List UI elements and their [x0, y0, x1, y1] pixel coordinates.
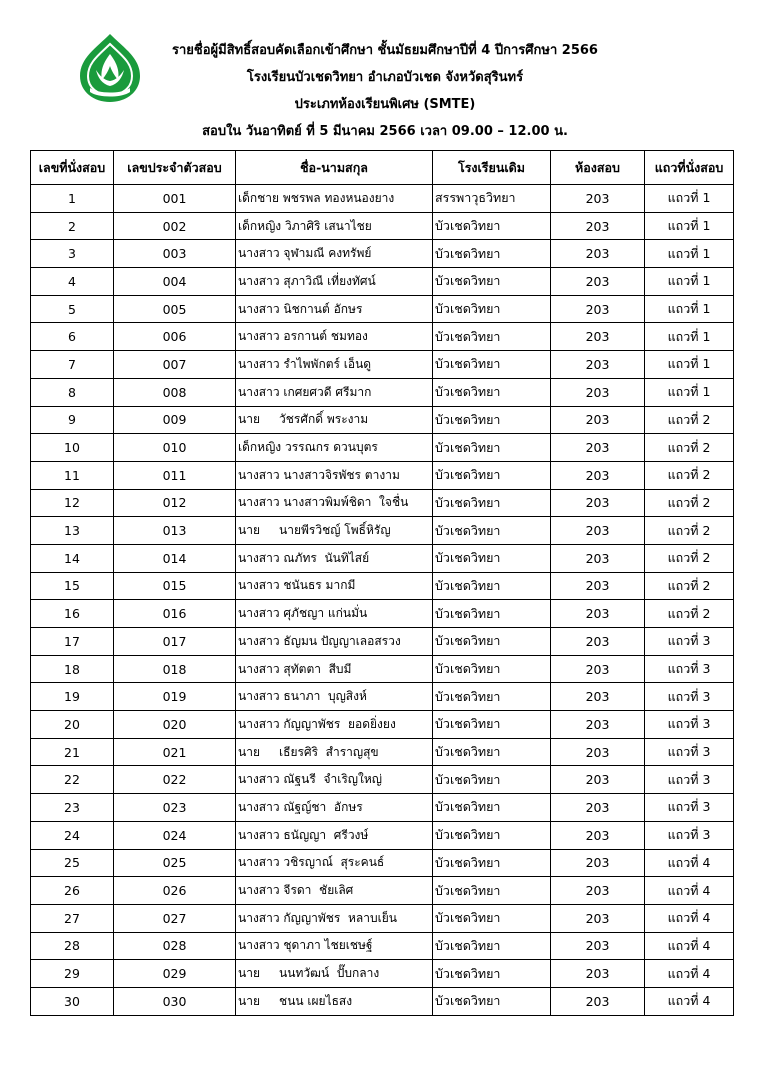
exam-id-cell: 018 — [114, 655, 236, 683]
full-name-cell: นางสาว ณภัทร นันทิไสย์ — [236, 544, 433, 572]
seat-no-cell: 28 — [31, 932, 114, 960]
seat-no-cell: 5 — [31, 295, 114, 323]
exam-id-cell: 017 — [114, 628, 236, 656]
table-row — [31, 904, 734, 932]
exam-room-cell: 203 — [551, 489, 645, 517]
exam-room-cell: 203 — [551, 544, 645, 572]
column-header-seat-no: เลขที่นั่งสอบ — [31, 151, 114, 185]
seat-row-cell: แถวที่ 4 — [645, 960, 734, 988]
full-name-cell: เด็กหญิง วิภาศิริ เสนาไชย — [236, 212, 433, 240]
previous-school-cell: สรรพาวุธวิทยา — [433, 185, 551, 213]
full-name-cell: นางสาว เกศยศวดี ศรีมาก — [236, 378, 433, 406]
seat-no-cell: 12 — [31, 489, 114, 517]
exam-id-cell: 015 — [114, 572, 236, 600]
seat-row-cell: แถวที่ 4 — [645, 987, 734, 1015]
seat-no-cell: 6 — [31, 323, 114, 351]
column-header-full-name: ชื่อ-นามสกุล — [236, 151, 433, 185]
table-row — [31, 766, 734, 794]
header-school: โรงเรียนบัวเชดวิทยา อำเภอบัวเชด จังหวัดสุรินทร์ — [246, 70, 524, 85]
seat-row-cell: แถวที่ 1 — [645, 268, 734, 296]
exam-room-cell: 203 — [551, 794, 645, 822]
previous-school-cell: บัวเชดวิทยา — [433, 849, 551, 877]
seat-no-cell: 17 — [31, 628, 114, 656]
exam-id-cell: 028 — [114, 932, 236, 960]
exam-room-cell: 203 — [551, 572, 645, 600]
full-name-cell: นาย นนทวัฒน์ ปั๊บกลาง — [236, 960, 433, 988]
full-name-cell: นางสาว ธนัญญา ศรีวงษ์ — [236, 821, 433, 849]
table-row — [31, 268, 734, 296]
document-header — [150, 37, 620, 145]
previous-school-cell: บัวเชดวิทยา — [433, 821, 551, 849]
previous-school-cell: บัวเชดวิทยา — [433, 406, 551, 434]
previous-school-cell: บัวเชดวิทยา — [433, 738, 551, 766]
table-row — [31, 517, 734, 545]
exam-id-cell: 029 — [114, 960, 236, 988]
column-header-exam-room: ห้องสอบ — [551, 151, 645, 185]
exam-room-cell: 203 — [551, 323, 645, 351]
exam-id-cell: 019 — [114, 683, 236, 711]
exam-room-cell: 203 — [551, 766, 645, 794]
seat-row-cell: แถวที่ 2 — [645, 434, 734, 462]
seat-no-cell: 18 — [31, 655, 114, 683]
exam-id-cell: 014 — [114, 544, 236, 572]
previous-school-cell: บัวเชดวิทยา — [433, 932, 551, 960]
seat-row-cell: แถวที่ 1 — [645, 240, 734, 268]
exam-id-cell: 012 — [114, 489, 236, 517]
table-row — [31, 987, 734, 1015]
exam-room-cell: 203 — [551, 517, 645, 545]
exam-room-cell: 203 — [551, 351, 645, 379]
full-name-cell: นางสาว ณัฐญ์ชา อักษร — [236, 794, 433, 822]
exam-id-cell: 004 — [114, 268, 236, 296]
table-row — [31, 544, 734, 572]
full-name-cell: นางสาว ธัญมน ปัญญาเลอสรวง — [236, 628, 433, 656]
seat-row-cell: แถวที่ 1 — [645, 295, 734, 323]
table-row — [31, 240, 734, 268]
exam-id-cell: 010 — [114, 434, 236, 462]
header-title: รายชื่อผู้มีสิทธิ์สอบคัดเลือกเข้าศึกษา ชั้นมัธยมศึกษาปีที่ 4 ปีการศึกษา 2566 — [172, 43, 598, 58]
exam-room-cell: 203 — [551, 434, 645, 462]
seat-row-cell: แถวที่ 3 — [645, 683, 734, 711]
exam-id-cell: 007 — [114, 351, 236, 379]
seat-no-cell: 27 — [31, 904, 114, 932]
seat-row-cell: แถวที่ 2 — [645, 461, 734, 489]
table-row — [31, 572, 734, 600]
previous-school-cell: บัวเชดวิทยา — [433, 544, 551, 572]
full-name-cell: นางสาว นางสาวพิมพ์ชิดา ใจชื่น — [236, 489, 433, 517]
column-header-exam-id: เลขประจำตัวสอบ — [114, 151, 236, 185]
exam-room-cell: 203 — [551, 295, 645, 323]
seat-row-cell: แถวที่ 4 — [645, 932, 734, 960]
table-header-row — [31, 151, 734, 185]
seat-row-cell: แถวที่ 1 — [645, 212, 734, 240]
previous-school-cell: บัวเชดวิทยา — [433, 960, 551, 988]
table-row — [31, 323, 734, 351]
table-row — [31, 351, 734, 379]
exam-id-cell: 026 — [114, 877, 236, 905]
previous-school-cell: บัวเชดวิทยา — [433, 323, 551, 351]
previous-school-cell: บัวเชดวิทยา — [433, 600, 551, 628]
previous-school-cell: บัวเชดวิทยา — [433, 378, 551, 406]
seat-no-cell: 10 — [31, 434, 114, 462]
full-name-cell: นาย เธียรศิริ สำราญสุข — [236, 738, 433, 766]
seat-row-cell: แถวที่ 2 — [645, 406, 734, 434]
seat-row-cell: แถวที่ 1 — [645, 185, 734, 213]
seat-row-cell: แถวที่ 2 — [645, 517, 734, 545]
exam-id-cell: 006 — [114, 323, 236, 351]
table-row — [31, 655, 734, 683]
previous-school-cell: บัวเชดวิทยา — [433, 268, 551, 296]
previous-school-cell: บัวเชดวิทยา — [433, 766, 551, 794]
exam-id-cell: 023 — [114, 794, 236, 822]
previous-school-cell: บัวเชดวิทยา — [433, 489, 551, 517]
previous-school-cell: บัวเชดวิทยา — [433, 711, 551, 739]
previous-school-cell: บัวเชดวิทยา — [433, 351, 551, 379]
table-row — [31, 461, 734, 489]
table-row — [31, 295, 734, 323]
exam-room-cell: 203 — [551, 378, 645, 406]
exam-room-cell: 203 — [551, 849, 645, 877]
previous-school-cell: บัวเชดวิทยา — [433, 295, 551, 323]
seat-no-cell: 19 — [31, 683, 114, 711]
table-row — [31, 794, 734, 822]
table-row — [31, 960, 734, 988]
seat-row-cell: แถวที่ 2 — [645, 489, 734, 517]
seat-row-cell: แถวที่ 3 — [645, 628, 734, 656]
full-name-cell: นาย วัชรศักดิ์ พระงาม — [236, 406, 433, 434]
seat-no-cell: 14 — [31, 544, 114, 572]
seat-row-cell: แถวที่ 3 — [645, 738, 734, 766]
exam-room-cell: 203 — [551, 185, 645, 213]
full-name-cell: นางสาว จุฬามณี คงทรัพย์ — [236, 240, 433, 268]
full-name-cell: นางสาว นางสาวจิรพัชร ตางาม — [236, 461, 433, 489]
seat-row-cell: แถวที่ 3 — [645, 821, 734, 849]
seat-no-cell: 9 — [31, 406, 114, 434]
seat-no-cell: 1 — [31, 185, 114, 213]
exam-room-cell: 203 — [551, 877, 645, 905]
exam-room-cell: 203 — [551, 600, 645, 628]
table-row — [31, 600, 734, 628]
table-row — [31, 489, 734, 517]
table-row — [31, 406, 734, 434]
exam-id-cell: 009 — [114, 406, 236, 434]
seat-no-cell: 8 — [31, 378, 114, 406]
seat-no-cell: 23 — [31, 794, 114, 822]
header-program: ประเภทห้องเรียนพิเศษ (SMTE) — [294, 97, 476, 112]
seat-row-cell: แถวที่ 3 — [645, 794, 734, 822]
exam-room-cell: 203 — [551, 268, 645, 296]
seat-row-cell: แถวที่ 1 — [645, 378, 734, 406]
full-name-cell: เด็กชาย พชรพล ทองหนองยาง — [236, 185, 433, 213]
previous-school-cell: บัวเชดวิทยา — [433, 517, 551, 545]
seat-row-cell: แถวที่ 2 — [645, 544, 734, 572]
previous-school-cell: บัวเชดวิทยา — [433, 572, 551, 600]
exam-room-cell: 203 — [551, 932, 645, 960]
seat-no-cell: 3 — [31, 240, 114, 268]
exam-room-cell: 203 — [551, 904, 645, 932]
table-row — [31, 683, 734, 711]
exam-room-cell: 203 — [551, 683, 645, 711]
exam-room-cell: 203 — [551, 628, 645, 656]
exam-room-cell: 203 — [551, 711, 645, 739]
full-name-cell: นาย ชนน เผยไธสง — [236, 987, 433, 1015]
previous-school-cell: บัวเชดวิทยา — [433, 987, 551, 1015]
seat-no-cell: 15 — [31, 572, 114, 600]
table-row — [31, 877, 734, 905]
exam-id-cell: 016 — [114, 600, 236, 628]
exam-room-cell: 203 — [551, 987, 645, 1015]
seat-no-cell: 25 — [31, 849, 114, 877]
column-header-seat-row: แถวที่นั่งสอบ — [645, 151, 734, 185]
full-name-cell: นาย นายพีรวิชญ์ โพธิ์หิรัญ — [236, 517, 433, 545]
full-name-cell: นางสาว ธนาภา บุญสิงห์ — [236, 683, 433, 711]
seat-row-cell: แถวที่ 4 — [645, 877, 734, 905]
full-name-cell: นางสาว ศุภัชญา แก่นมั่น — [236, 600, 433, 628]
seat-no-cell: 4 — [31, 268, 114, 296]
exam-room-cell: 203 — [551, 738, 645, 766]
exam-id-cell: 027 — [114, 904, 236, 932]
seat-no-cell: 16 — [31, 600, 114, 628]
exam-id-cell: 013 — [114, 517, 236, 545]
exam-room-cell: 203 — [551, 821, 645, 849]
seat-row-cell: แถวที่ 2 — [645, 600, 734, 628]
exam-id-cell: 025 — [114, 849, 236, 877]
full-name-cell: นางสาว นิชกานต์ อักษร — [236, 295, 433, 323]
seat-row-cell: แถวที่ 3 — [645, 655, 734, 683]
exam-id-cell: 024 — [114, 821, 236, 849]
seat-row-cell: แถวที่ 4 — [645, 904, 734, 932]
seat-row-cell: แถวที่ 4 — [645, 849, 734, 877]
seat-row-cell: แถวที่ 1 — [645, 351, 734, 379]
exam-id-cell: 021 — [114, 738, 236, 766]
full-name-cell: นางสาว ชนันธร มากมี — [236, 572, 433, 600]
table-body — [31, 185, 734, 1016]
exam-id-cell: 003 — [114, 240, 236, 268]
seat-row-cell: แถวที่ 2 — [645, 572, 734, 600]
previous-school-cell: บัวเชดวิทยา — [433, 434, 551, 462]
full-name-cell: นางสาว สุทัตตา สีบมี — [236, 655, 433, 683]
table-row — [31, 378, 734, 406]
seat-no-cell: 29 — [31, 960, 114, 988]
exam-id-cell: 030 — [114, 987, 236, 1015]
table-row — [31, 628, 734, 656]
seat-no-cell: 26 — [31, 877, 114, 905]
seat-no-cell: 11 — [31, 461, 114, 489]
exam-room-cell: 203 — [551, 212, 645, 240]
seat-row-cell: แถวที่ 3 — [645, 766, 734, 794]
full-name-cell: นางสาว ชุดาภา ไชยเชษฐ์ — [236, 932, 433, 960]
seat-no-cell: 24 — [31, 821, 114, 849]
exam-id-cell: 005 — [114, 295, 236, 323]
exam-room-cell: 203 — [551, 461, 645, 489]
header-exam-date: สอบใน วันอาทิตย์ ที่ 5 มีนาคม 2566 เวลา 09.00 – 12.00 น. — [202, 124, 568, 139]
previous-school-cell: บัวเชดวิทยา — [433, 461, 551, 489]
seat-row-cell: แถวที่ 3 — [645, 711, 734, 739]
exam-id-cell: 022 — [114, 766, 236, 794]
full-name-cell: นางสาว จีรดา ชัยเลิศ — [236, 877, 433, 905]
full-name-cell: นางสาว อรกานต์ ชมทอง — [236, 323, 433, 351]
exam-id-cell: 011 — [114, 461, 236, 489]
seat-no-cell: 2 — [31, 212, 114, 240]
full-name-cell: เด็กหญิง วรรณกร ดวนบุตร — [236, 434, 433, 462]
exam-room-cell: 203 — [551, 655, 645, 683]
table-row — [31, 185, 734, 213]
full-name-cell: นางสาว สุภาวิณี เที่ยงทัศน์ — [236, 268, 433, 296]
table-row — [31, 932, 734, 960]
exam-room-cell: 203 — [551, 960, 645, 988]
table-row — [31, 738, 734, 766]
column-header-previous-school: โรงเรียนเดิม — [433, 151, 551, 185]
previous-school-cell: บัวเชดวิทยา — [433, 877, 551, 905]
seat-no-cell: 22 — [31, 766, 114, 794]
exam-room-cell: 203 — [551, 406, 645, 434]
full-name-cell: นางสาว กัญญาพัชร หลาบเย็น — [236, 904, 433, 932]
previous-school-cell: บัวเชดวิทยา — [433, 628, 551, 656]
table-row — [31, 212, 734, 240]
exam-id-cell: 008 — [114, 378, 236, 406]
exam-id-cell: 001 — [114, 185, 236, 213]
previous-school-cell: บัวเชดวิทยา — [433, 904, 551, 932]
table-row — [31, 434, 734, 462]
exam-id-cell: 020 — [114, 711, 236, 739]
seat-no-cell: 21 — [31, 738, 114, 766]
table-row — [31, 711, 734, 739]
previous-school-cell: บัวเชดวิทยา — [433, 794, 551, 822]
full-name-cell: นางสาว กัญญาพัชร ยอดยิ่งยง — [236, 711, 433, 739]
seat-no-cell: 7 — [31, 351, 114, 379]
full-name-cell: นางสาว ณัฐนรี จำเริญใหญ่ — [236, 766, 433, 794]
exam-id-cell: 002 — [114, 212, 236, 240]
school-emblem-icon — [74, 32, 146, 104]
full-name-cell: นางสาว รำไพพักตร์ เอ็นดู — [236, 351, 433, 379]
previous-school-cell: บัวเชดวิทยา — [433, 683, 551, 711]
table-row — [31, 849, 734, 877]
exam-room-cell: 203 — [551, 240, 645, 268]
seat-row-cell: แถวที่ 1 — [645, 323, 734, 351]
previous-school-cell: บัวเชดวิทยา — [433, 240, 551, 268]
exam-roster-table — [30, 150, 734, 1016]
table-row — [31, 821, 734, 849]
seat-no-cell: 13 — [31, 517, 114, 545]
seat-no-cell: 30 — [31, 987, 114, 1015]
seat-no-cell: 20 — [31, 711, 114, 739]
previous-school-cell: บัวเชดวิทยา — [433, 655, 551, 683]
full-name-cell: นางสาว วชิรญาณ์ สุระคนธ์ — [236, 849, 433, 877]
previous-school-cell: บัวเชดวิทยา — [433, 212, 551, 240]
